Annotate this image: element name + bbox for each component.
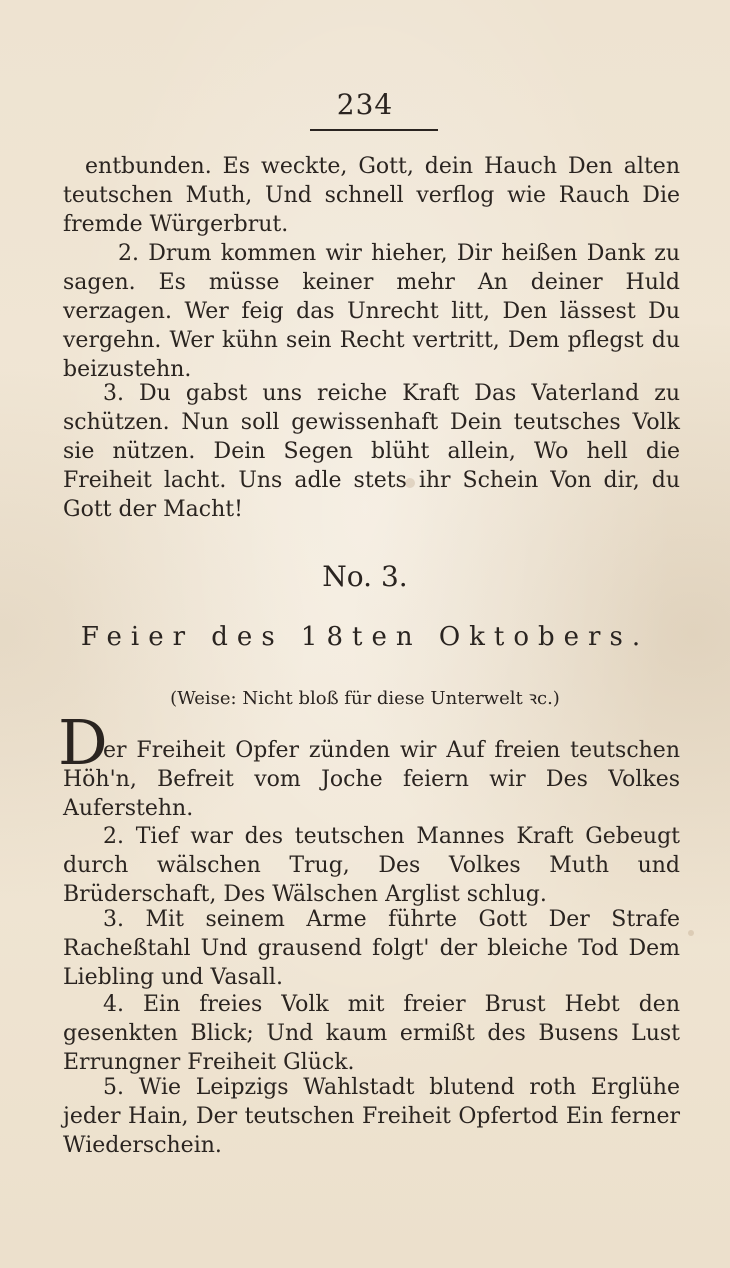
verse-4b: 4. Ein freies Volk mit freier Brust Hebt den gesenkten Blick; Und kaum ermißt des Busens Lust Errungner Freiheit Glück. (63, 992, 680, 1075)
page-number-rule (310, 129, 438, 131)
drop-cap: D (58, 706, 108, 779)
verse-2: 2. Drum kommen wir hieher, Dir heißen Dank zu sagen. Es müsse keiner mehr An deiner Huld verzagen. Wer feig das Unrecht litt, Den lässest Du vergehn. Wer kühn sein Recht vertritt, Dem pflegst du beizustehn. (63, 241, 680, 382)
verse-1: er Freiheit Opfer zünden wir Auf freien teutschen Höh'n, Befreit vom Joche feiern wir Des Volkes Auferstehn. (63, 738, 680, 821)
verse-5b: 5. Wie Leipzigs Wahlstadt blutend roth Erglühe jeder Hain, Der teutschen Freiheit Opfertod Ein ferner Wiederschein. (63, 1075, 680, 1158)
verse-3: 3. Du gabst uns reiche Kraft Das Vaterland zu schützen. Nun soll gewissenhaft Dein teutsches Volk sie nützen. Dein Segen blüht allein, Wo hell die Freiheit lacht. Uns adle stets ihr Schein Von dir, du Gott der Macht! (63, 381, 680, 522)
song-number: No. 3. (322, 560, 408, 593)
foxing-spot (688, 930, 694, 936)
melody-note: (Weise: Nicht bloß für diese Unterwelt ꝛc.) (170, 688, 560, 709)
verse-2b: 2. Tief war des teutschen Mannes Kraft Gebeugt durch wälschen Trug, Des Volkes Muth und Brüderschaft, Des Wälschen Arglist schlug. (63, 824, 680, 907)
verse-continuation: entbunden. Es weckte, Gott, dein Hauch Den alten teutschen Muth, Und schnell verflog wie Rauch Die fremde Würgerbrut. (63, 154, 680, 237)
page-number: 234 (336, 88, 394, 121)
song-title: Feier des 18ten Oktobers. (80, 622, 650, 652)
verse-3b: 3. Mit seinem Arme führte Gott Der Strafe Racheßtahl Und grausend folgt' der bleiche Tod Dem Liebling und Vasall. (63, 907, 680, 990)
